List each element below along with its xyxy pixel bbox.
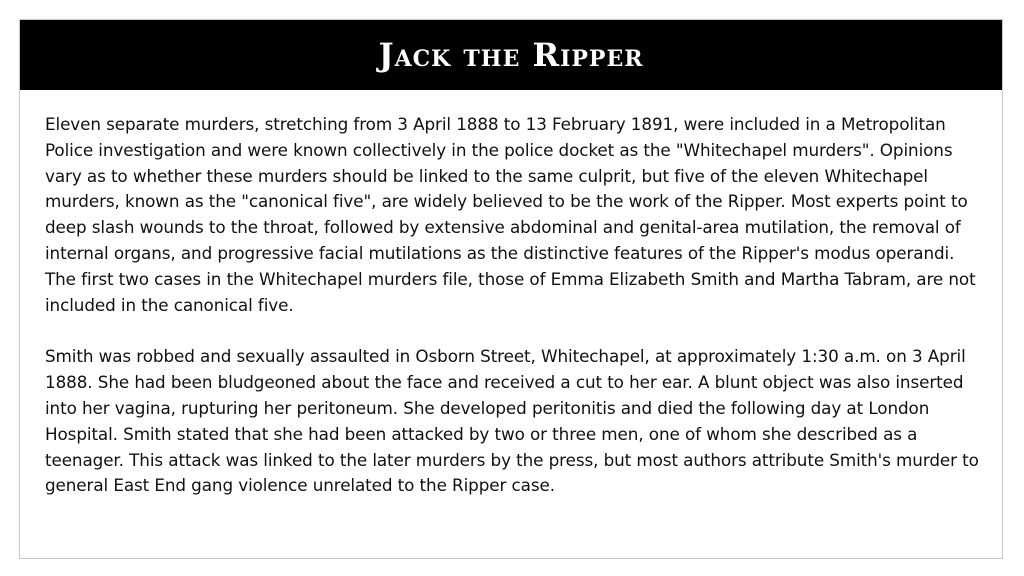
page-title: Jack the Ripper: [378, 36, 644, 74]
article-body: [20, 90, 1002, 499]
title-banner: [20, 20, 1002, 90]
paragraph-smith: Smith was robbed and sexually assaulted in Osborn Street, Whitechapel, at approximately 1:30 a.m. on 3 April 1888. She had been bludgeoned about the face and received a cut to her ear. A blunt object was also inserted into her vagina, rupturing her peritoneum. She developed peritonitis and died the following day at London Hospital. Smith stated that she had been attacked by two or three men, one of whom she described as a teenager. This attack was linked to the later murders by the press, but most authors attribute Smith's murder to general East End gang violence unrelated to the Ripper case.: [45, 346, 979, 496]
slide-card: [19, 19, 1003, 559]
paragraph-intro: Eleven separate murders, stretching from 3 April 1888 to 13 February 1891, were included in a Metropolitan Police investigation and were known collectively in the police docket as the "Whitechapel murders". Opinions vary as to whether these murders should be linked to the same culprit, but five of the eleven Whitechapel murders, known as the "canonical five", are widely believed to be the work of the Ripper. Most experts point to deep slash wounds to the throat, followed by extensive abdominal and genital-area mutilation, the removal of internal organs, and progressive facial mutilations as the distinctive features of the Ripper's modus operandi. The first two cases in the Whitechapel murders file, those of Emma Elizabeth Smith and Martha Tabram, are not included in the canonical five.: [45, 114, 976, 315]
